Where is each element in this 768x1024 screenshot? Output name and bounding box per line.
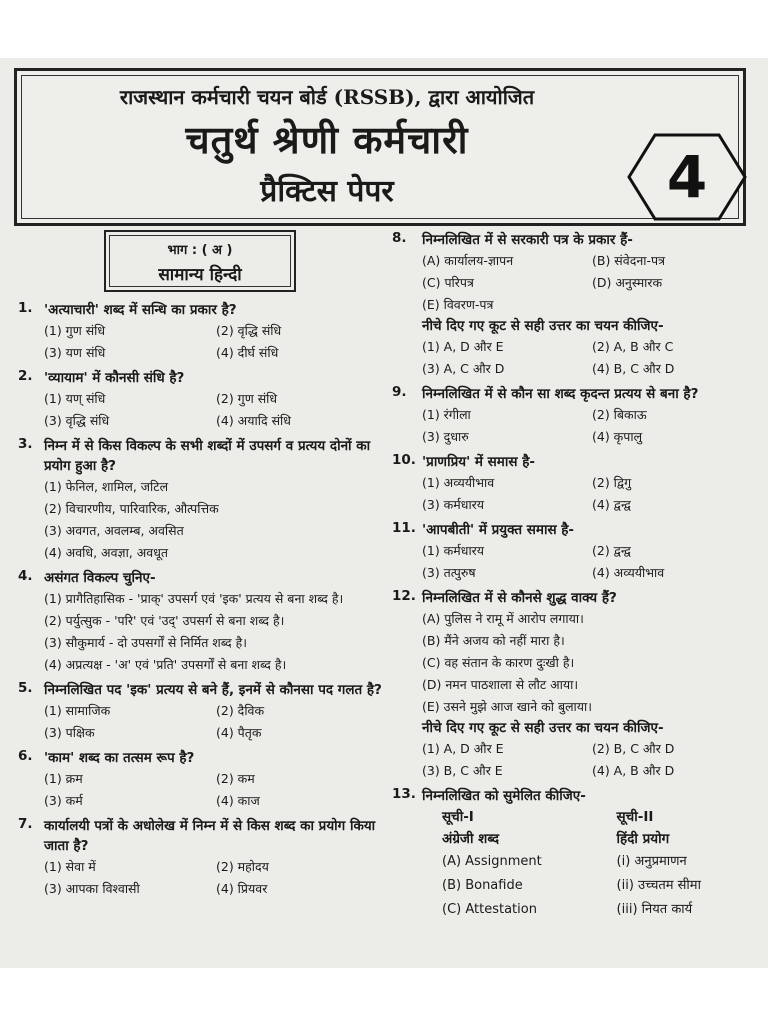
option-item: (3) दुधारु <box>422 429 469 444</box>
options-list <box>18 320 388 364</box>
section-title: सामान्य हिन्दी <box>158 265 242 285</box>
question-row <box>392 230 762 250</box>
option-item: (E) उसने मुझे आज खाने को बुलाया। <box>422 699 593 714</box>
paper-number: 4 <box>666 143 708 211</box>
option-item: (1) प्रागैतिहासिक - 'प्राक्' उपसर्ग एवं 'इक' प्रत्यय से बना शब्द है। <box>44 591 344 606</box>
option-item: (1) सेवा में <box>44 859 96 874</box>
option-item: (2) वृद्धि संधि <box>216 323 282 338</box>
option-item: (3) आपका विश्वासी <box>44 881 140 896</box>
option-item: (2) द्वन्द्व <box>592 543 631 558</box>
question-text: 'व्यायाम' में कौनसी संधि है? <box>44 370 185 386</box>
option-item: (1) गुण संधि <box>44 323 106 338</box>
question-text: निम्नलिखित में से सरकारी पत्र के प्रकार हैं- <box>422 232 633 248</box>
question-number: 10. <box>392 452 416 468</box>
question-text: 'आपबीती' में प्रयुक्त समास है- <box>422 522 575 538</box>
option-item: (4) दीर्घ संधि <box>216 345 279 360</box>
answer-code: (4) B, C और D <box>592 361 675 376</box>
option-item: (2) बिकाऊ <box>592 407 647 422</box>
option-item: (1) क्रम <box>44 771 83 786</box>
question-text: 'काम' शब्द का तत्सम रूप है? <box>44 750 195 766</box>
options-list <box>18 388 388 432</box>
bottom-margin <box>0 968 768 1024</box>
option-item: (B) मैंने अजय को नहीं मारा है। <box>422 633 565 648</box>
option-item: (2) कम <box>216 771 255 786</box>
question-text: निम्नलिखित में से कौनसे शुद्ध वाक्य हैं? <box>422 590 617 606</box>
options-list <box>392 540 762 584</box>
option-item: (4) अव्ययीभाव <box>592 565 665 580</box>
question-number: 2. <box>18 368 33 384</box>
question-item <box>392 384 762 448</box>
answer-code: (1) A, D और E <box>422 339 504 354</box>
question-item <box>392 452 762 516</box>
options-list <box>392 472 762 516</box>
option-item: (C) वह संतान के कारण दुःखी है। <box>422 655 575 670</box>
exam-title: चतुर्थ श्रेणी कर्मचारी <box>185 117 469 162</box>
question-item <box>18 568 388 676</box>
question-item <box>18 748 388 812</box>
option-item: (2) गुण संधि <box>216 391 278 406</box>
paper-number-hexagon <box>625 131 749 223</box>
options-list <box>18 588 388 676</box>
option-item: (A) कार्यालय-ज्ञापन <box>422 253 514 268</box>
question-text: निम्नलिखित को सुमेलित कीजिए- <box>422 788 586 804</box>
question-number: 6. <box>18 748 33 764</box>
header-box <box>14 68 746 226</box>
option-item: (3) कर्म <box>44 793 83 808</box>
question-item <box>18 816 388 900</box>
question-text: निम्न में से किस विकल्प के सभी शब्दों में उपसर्ग व प्रत्यय दोनों का प्रयोग हुआ है? <box>44 438 371 474</box>
question-item <box>392 230 762 380</box>
option-item: (1) फेनिल, शामिल, जटिल <box>44 479 169 494</box>
question-row <box>392 520 762 540</box>
option-item: (3) तत्पुरुष <box>422 565 476 580</box>
option-item: (2) द्विगु <box>592 475 632 490</box>
question-row <box>392 588 762 608</box>
match-row <box>422 874 762 898</box>
section-label: भाग : ( अ ) <box>167 243 233 258</box>
question-row <box>18 680 388 700</box>
section-box <box>104 230 296 292</box>
question-item <box>18 436 388 564</box>
question-row <box>18 568 388 588</box>
option-item: (1) रंगीला <box>422 407 471 422</box>
question-text: 'प्राणप्रिय' में समास है- <box>422 454 535 470</box>
options-list <box>392 250 762 316</box>
option-item: (D) अनुस्मारक <box>592 275 663 290</box>
question-number: 11. <box>392 520 416 536</box>
answer-instruction: नीचे दिए गए कूट से सही उत्तर का चयन कीजिए- <box>422 318 664 334</box>
question-text: असंगत विकल्प चुनिए- <box>44 570 156 586</box>
question-item <box>18 300 388 364</box>
option-item: (3) सौकुमार्य - दो उपसर्गों से निर्मित शब्द है। <box>44 635 247 650</box>
match-row <box>422 850 762 874</box>
list2-item: (ii) उच्चतम सीमा <box>616 878 701 893</box>
list2-title: सूची-II <box>616 809 654 825</box>
options-list <box>18 768 388 812</box>
option-item: (3) वृद्धि संधि <box>44 413 110 428</box>
option-item: (4) कृपालु <box>592 429 643 444</box>
options-list <box>392 404 762 448</box>
answer-code: (3) A, C और D <box>422 361 505 376</box>
question-number: 5. <box>18 680 33 696</box>
option-item: (1) अव्ययीभाव <box>422 475 495 490</box>
answer-code: (2) A, B और C <box>592 339 674 354</box>
list1-item: (A) Assignment <box>442 854 542 869</box>
option-item: (4) अयादि संधि <box>216 413 291 428</box>
option-item: (B) संवेदना-पत्र <box>592 253 666 268</box>
question-number: 9. <box>392 384 407 400</box>
question-row <box>392 452 762 472</box>
options-list <box>392 608 762 718</box>
answer-code: (4) A, B और D <box>592 763 675 778</box>
option-item: (C) परिपत्र <box>422 275 474 290</box>
option-item: (3) यण संधि <box>44 345 106 360</box>
left-question-list <box>18 300 388 900</box>
right-question-list <box>392 230 762 782</box>
left-column <box>18 230 388 904</box>
question-text: 'अत्याचारी' शब्द में सन्धि का प्रकार है? <box>44 302 237 318</box>
answer-code-list <box>392 336 762 380</box>
list1-subtitle: अंग्रेजी शब्द <box>442 831 499 847</box>
list1-title: सूची-I <box>442 809 474 825</box>
question-number: 4. <box>18 568 33 584</box>
option-item: (2) पर्युत्सुक - 'परि' एवं 'उद्' उपसर्ग से बना शब्द है। <box>44 613 285 628</box>
option-item: (E) विवरण-पत्र <box>422 297 494 312</box>
question-item <box>392 520 762 584</box>
answer-code-list <box>392 738 762 782</box>
options-list <box>18 476 388 564</box>
options-list <box>18 700 388 744</box>
option-item: (3) पक्षिक <box>44 725 95 740</box>
question-number: 1. <box>18 300 33 316</box>
list1-item: (C) Attestation <box>442 902 537 917</box>
option-item: (4) अवधि, अवज्ञा, अवधूत <box>44 545 169 560</box>
options-list <box>18 856 388 900</box>
question-text: निम्नलिखित पद 'इक' प्रत्यय से बने हैं, इनमें से कौनसा पद गलत है? <box>44 682 382 698</box>
list2-item: (iii) नियत कार्य <box>616 902 693 917</box>
option-item: (4) पैतृक <box>216 725 262 740</box>
option-item: (1) सामाजिक <box>44 703 111 718</box>
answer-instruction: नीचे दिए गए कूट से सही उत्तर का चयन कीजिए- <box>422 720 664 736</box>
question-number: 12. <box>392 588 416 604</box>
right-column <box>392 230 762 926</box>
question-13 <box>392 786 762 922</box>
option-item: (4) द्वन्द्व <box>592 497 631 512</box>
question-number: 13. <box>392 786 416 802</box>
option-item: (2) दैविक <box>216 703 265 718</box>
answer-code: (1) A, D और E <box>422 741 504 756</box>
question-number: 8. <box>392 230 407 246</box>
question-number: 3. <box>18 436 33 452</box>
answer-code: (3) B, C और E <box>422 763 503 778</box>
exam-page <box>0 58 768 968</box>
option-item: (D) नमन पाठशाला से लौट आया। <box>422 677 579 692</box>
question-row <box>18 816 388 856</box>
option-item: (3) कर्मधारय <box>422 497 485 512</box>
match-row <box>422 898 762 922</box>
option-item: (3) अवगत, अवलम्ब, अवसित <box>44 523 184 538</box>
list2-subtitle: हिंदी प्रयोग <box>616 831 670 847</box>
option-item: (4) प्रियवर <box>216 881 268 896</box>
question-item <box>18 368 388 432</box>
question-row <box>18 300 388 320</box>
question-text: निम्नलिखित में से कौन सा शब्द कृदन्त प्रत्यय से बना है? <box>422 386 699 402</box>
question-item <box>18 680 388 744</box>
question-item <box>392 588 762 782</box>
answer-code: (2) B, C और D <box>592 741 675 756</box>
option-item: (2) महोदय <box>216 859 269 874</box>
list1-item: (B) Bonafide <box>442 878 523 893</box>
paper-subtitle: प्रैक्टिस पेपर <box>260 174 394 209</box>
option-item: (1) यण् संधि <box>44 391 106 406</box>
question-row <box>18 436 388 476</box>
question-row <box>18 748 388 768</box>
option-item: (4) काज <box>216 793 260 808</box>
question-number: 7. <box>18 816 33 832</box>
option-item: (4) अप्रत्यक्ष - 'अ' एवं 'प्रति' उपसर्गों से बना शब्द है। <box>44 657 287 672</box>
board-line: राजस्थान कर्मचारी चयन बोर्ड (RSSB), द्वारा आयोजित <box>119 85 535 109</box>
match-table <box>392 806 762 922</box>
question-row <box>18 368 388 388</box>
question-row <box>392 384 762 404</box>
question-text: कार्यालयी पत्रों के अधोलेख में निम्न में से किस शब्द का प्रयोग किया जाता है? <box>44 818 376 854</box>
option-item: (2) विचारणीय, पारिवारिक, औत्पत्तिक <box>44 501 219 516</box>
option-item: (1) कर्मधारय <box>422 543 485 558</box>
option-item: (A) पुलिस ने रामू में आरोप लगाया। <box>422 611 584 626</box>
list2-item: (i) अनुप्रमाणन <box>616 854 687 869</box>
